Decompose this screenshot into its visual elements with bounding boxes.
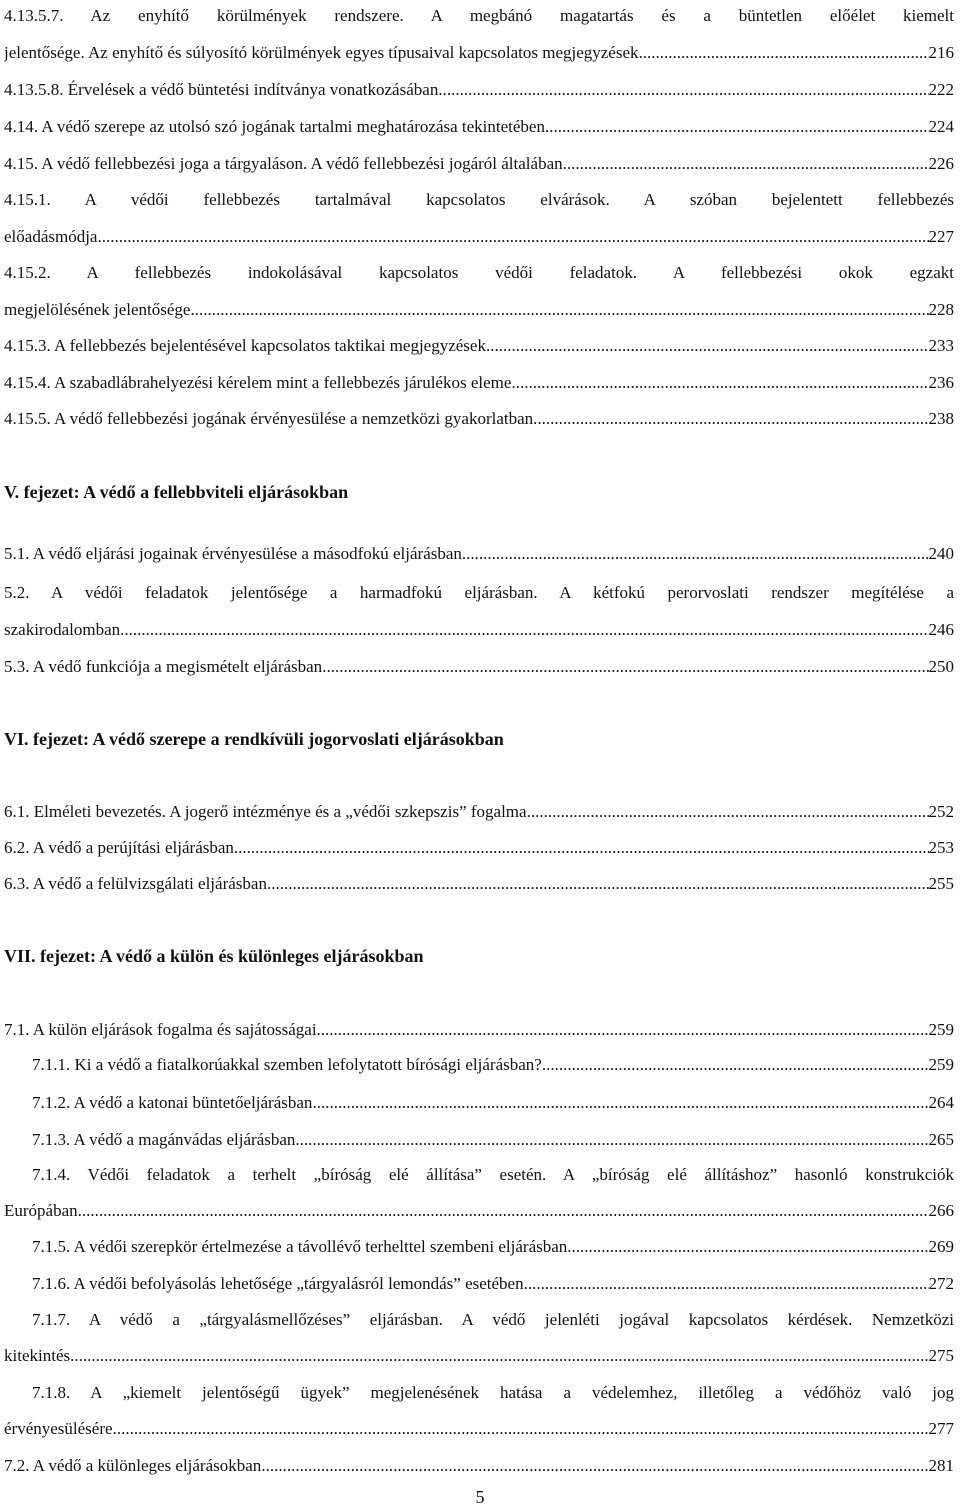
leader-dots [295,1128,928,1152]
toc-entry [4,115,954,139]
toc-page-number: 216 [928,43,954,62]
toc-page-number: 246 [928,620,954,639]
toc-entry-title: Európában [4,1201,78,1220]
leader-dots [322,655,928,679]
leader-dots [113,1417,929,1441]
toc-page-number: 265 [928,1130,954,1149]
leader-dots [639,41,929,65]
toc-entry-line: 4.15.1. A védői fellebbezés tartalmával kapcsolatos elvárások. A szóban bejelentett fellebbezés [4,190,954,209]
toc-entry [4,371,954,395]
toc-entry [4,298,954,322]
toc-entry-title: 4.15.4. A szabadlábrahelyezési kérelem mint a fellebbezés járulékos eleme [4,373,512,392]
toc-page-number: 227 [928,227,954,246]
leader-dots [261,1454,928,1478]
toc-entry-line: 7.1.7. A védő a „tárgyalásmellőzéses” eljárásban. A védő jelenléti jogával kapcsolatos kérdések. Nemzetközi [32,1310,954,1329]
leader-dots [545,115,929,139]
toc-page-number: 281 [928,1456,954,1475]
toc-entry [4,152,954,176]
leader-dots [527,800,929,824]
toc-entry [4,1199,954,1223]
toc-entry-title: 5.3. A védő funkciója a megismételt eljárásban [4,657,323,676]
leader-dots [267,872,929,896]
leader-dots [97,225,928,249]
leader-dots [533,407,928,431]
toc-page-number: 259 [928,1055,954,1074]
toc-entry-title: 7.2. A védő a különleges eljárásokban [4,1456,262,1475]
toc-entry [4,618,954,642]
leader-dots [312,1091,928,1115]
toc-page-number: 224 [928,117,954,136]
toc-entry [32,1235,954,1259]
toc-entry-title: 4.15.3. A fellebbezés bejelentésével kapcsolatos taktikai megjegyzések [4,336,486,355]
toc-entry [4,800,954,824]
leader-dots [438,78,928,102]
page-number: 5 [475,1487,485,1507]
toc-entry [4,1454,954,1478]
toc-entry-title: 7.1.3. A védő a magánvádas eljárásban [32,1130,296,1149]
toc-entry-line: 5.2. A védői feladatok jelentősége a harmadfokú eljárásban. A kétfokú perorvoslati rendszer megítélése a [4,583,954,602]
leader-dots [486,334,929,358]
leader-dots [511,371,928,395]
toc-entry [4,1344,954,1368]
toc-entry [4,41,954,65]
toc-entry-title: 4.15. A védő fellebbezési joga a tárgyaláson. A védő fellebbezési jogáról általában [4,154,563,173]
toc-entry [32,1272,954,1296]
toc-page-number: 238 [928,409,954,428]
toc-entry [4,836,954,860]
toc-page-number: 240 [928,544,954,563]
toc-page-number: 255 [928,874,954,893]
toc-page-number: 277 [928,1419,954,1438]
toc-entry-title: érvényesülésére [4,1419,113,1438]
toc-entry-line: 4.15.2. A fellebbezés indokolásával kapcsolatos védői feladatok. A fellebbezési okok egzakt [4,263,954,282]
toc-page-number: 253 [928,838,954,857]
toc-page-number: 233 [928,336,954,355]
leader-dots [567,1235,928,1259]
toc-page-number: 269 [928,1237,954,1256]
toc-entry-line: 4.13.5.7. Az enyhítő körülmények rendszere. A megbánó magatartás és a büntetlen előélet kiemelt [4,6,954,25]
toc-page-number: 264 [928,1093,954,1112]
toc-entry [4,407,954,431]
leader-dots [78,1199,929,1223]
toc-page-number: 252 [928,802,954,821]
leader-dots [317,1018,929,1042]
toc-entry [32,1128,954,1152]
toc-entry-line: 7.1.4. Védői feladatok a terhelt „bíróság elé állítása” esetén. A „bíróság elé állításhoz” hasonló konstrukciók [32,1165,954,1184]
toc-entry-title: előadásmódja [4,227,98,246]
leader-dots [462,542,929,566]
toc-entry-title: 7.1.1. Ki a védő a fiatalkorúakkal szemben lefolytatott bírósági eljárásban? [32,1055,542,1074]
toc-page-number: 259 [928,1020,954,1039]
toc-entry [4,225,954,249]
leader-dots [120,618,928,642]
toc-entry [4,872,954,896]
toc-entry-line: 7.1.8. A „kiemelt jelentőségű ügyek” megjelenésének hatása a védelemhez, illetőleg a védőhöz való jog [32,1383,954,1402]
toc-page-number: 226 [928,154,954,173]
toc-entry-title: 6.1. Elméleti bevezetés. A jogerő intézménye és a „védői szkepszis” fogalma [4,802,527,821]
toc-page-number: 236 [928,373,954,392]
toc-entry-title: szakirodalomban [4,620,121,639]
leader-dots [542,1053,929,1077]
toc-entry [4,1018,954,1042]
leader-dots [563,152,929,176]
toc-page-number: 250 [928,657,954,676]
toc-entry [4,334,954,358]
leader-dots [70,1344,928,1368]
toc-entry-title: kitekintés [4,1346,71,1365]
toc-entry-title: 4.14. A védő szerepe az utolsó szó jogának tartalmi meghatározása tekintetében [4,117,545,136]
toc-entry-title: 7.1. A külön eljárások fogalma és sajátosságai [4,1020,317,1039]
toc-entry [4,78,954,102]
chapter-heading: VI. fejezet: A védő szerepe a rendkívüli jogorvoslati eljárásokban [4,729,504,749]
toc-entry-title: 5.1. A védő eljárási jogainak érvényesülése a másodfokú eljárásban [4,544,462,563]
toc-page-number: 275 [928,1346,954,1365]
toc-page-number: 272 [928,1274,954,1293]
leader-dots [190,298,928,322]
toc-page-number: 222 [928,80,954,99]
toc-entry-title: jelentősége. Az enyhítő és súlyosító körülmények egyes típusaival kapcsolatos megjegyzések [4,43,639,62]
toc-page-number: 228 [928,300,954,319]
toc-entry [4,655,954,679]
toc-entry-title: megjelölésének jelentősége [4,300,191,319]
toc-entry-title: 6.3. A védő a felülvizsgálati eljárásban [4,874,267,893]
toc-entry [4,542,954,566]
toc-page-number: 266 [928,1201,954,1220]
chapter-heading: V. fejezet: A védő a fellebbviteli eljárásokban [4,482,349,502]
leader-dots [238,836,928,860]
toc-entry [32,1053,954,1077]
toc-entry [4,1417,954,1441]
toc-entry-title: 4.15.5. A védő fellebbezési jogának érvényesülése a nemzetközi gyakorlatban [4,409,534,428]
leader-dots [524,1272,929,1296]
toc-entry-title: 6.2. A védő a perújítási eljárásban. [4,838,239,857]
chapter-heading: VII. fejezet: A védő a külön és különleges eljárásokban [4,946,424,966]
toc-entry-title: 7.1.6. A védői befolyásolás lehetősége „tárgyalásról lemondás” esetében [32,1274,524,1293]
toc-entry-title: 7.1.2. A védő a katonai büntetőeljárásban [32,1093,313,1112]
toc-entry [32,1091,954,1115]
toc-entry-title: 4.13.5.8. Érvelések a védő büntetési indítványa vonatkozásában [4,80,439,99]
toc-entry-title: 7.1.5. A védői szerepkör értelmezése a távollévő terhelttel szembeni eljárásban [32,1237,568,1256]
